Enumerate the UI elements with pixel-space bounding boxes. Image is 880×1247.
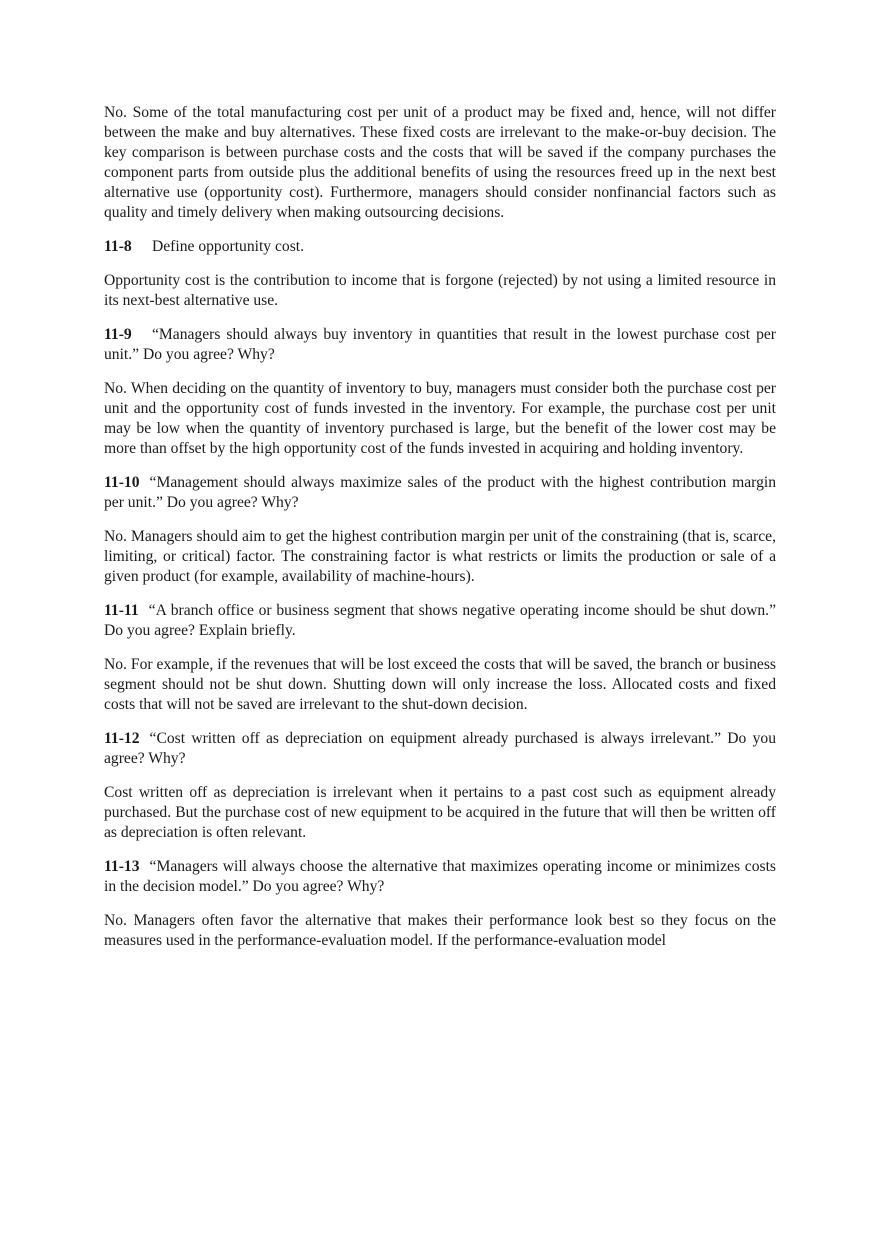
question-number: 11-11 — [104, 602, 139, 619]
question-text: “A branch office or business segment that shows negative operating income should be shut down.” Do you agree? Explain briefly. — [104, 602, 776, 639]
question-number: 11-12 — [104, 730, 140, 747]
question-number: 11-9 — [104, 326, 132, 343]
question-number: 11-10 — [104, 474, 140, 491]
question-text: Define opportunity cost. — [152, 238, 305, 255]
question-11-10 — [104, 473, 776, 513]
question-11-12 — [104, 729, 776, 769]
answer-11-10: No. Managers should aim to get the highest contribution margin per unit of the constraining (that is, scarce, limiting, or critical) factor. The constraining factor is what restricts or limits the production or sale of a given product (for example, availability of machine-hours). — [104, 528, 776, 585]
question-11-9 — [104, 325, 776, 365]
question-11-8 — [104, 237, 776, 257]
question-number: 11-13 — [104, 858, 140, 875]
question-text: “Managers will always choose the alternative that maximizes operating income or minimizes costs in the decision model.” Do you agree? Why? — [104, 858, 776, 895]
question-text: “Managers should always buy inventory in quantities that result in the lowest purchase cost per unit.” Do you agree? Why? — [104, 326, 776, 363]
answer-11-12: Cost written off as depreciation is irrelevant when it pertains to a past cost such as equipment already purchased. But the purchase cost of new equipment to be acquired in the future that will then be written off as depreciation is often relevant. — [104, 784, 776, 841]
answer-11-9: No. When deciding on the quantity of inventory to buy, managers must consider both the purchase cost per unit and the opportunity cost of funds invested in the inventory. For example, the purchase cost per unit may be low when the quantity of inventory purchased is large, but the benefit of the lower cost may be more than offset by the high opportunity cost of the funds invested in acquiring and holding inventory. — [104, 380, 776, 457]
answer-11-13: No. Managers often favor the alternative that makes their performance look best so they focus on the measures used in the performance-evaluation model. If the performance-evaluation model — [104, 912, 776, 949]
question-text: “Cost written off as depreciation on equipment already purchased is always irrelevant.” Do you agree? Why? — [104, 730, 776, 767]
document-page — [104, 103, 776, 965]
question-11-13 — [104, 857, 776, 897]
question-number: 11-8 — [104, 238, 132, 255]
answer-11-7: No. Some of the total manufacturing cost per unit of a product may be fixed and, hence, will not differ between the make and buy alternatives. These fixed costs are irrelevant to the make-or-buy decision. The key comparison is between purchase costs and the costs that will be saved if the company purchases the component parts from outside plus the additional benefits of using the resources freed up in the next best alternative use (opportunity cost). Furthermore, managers should consider nonfinancial factors such as quality and timely delivery when making outsourcing decisions. — [104, 104, 776, 221]
answer-11-8: Opportunity cost is the contribution to income that is forgone (rejected) by not using a limited resource in its next-best alternative use. — [104, 272, 776, 309]
question-11-11 — [104, 601, 776, 641]
question-text: “Management should always maximize sales of the product with the highest contribution margin per unit.” Do you agree? Why? — [104, 474, 776, 511]
answer-11-11: No. For example, if the revenues that will be lost exceed the costs that will be saved, the branch or business segment should not be shut down. Shutting down will only increase the loss. Allocated costs and fixed costs that will not be saved are irrelevant to the shut-down decision. — [104, 656, 776, 713]
